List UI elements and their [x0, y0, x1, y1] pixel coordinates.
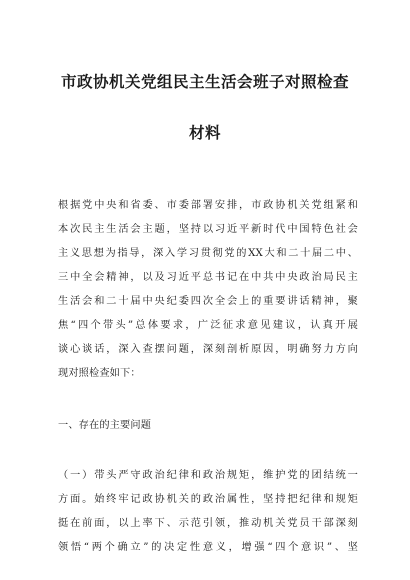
point-paragraph-line: 挺在前面，以上率下、示范引领，推动机关党员干部深刻 [58, 518, 358, 529]
point-paragraph-line: 方面。始终牢记政协机关的政治属性，坚持把纪律和规矩 [58, 494, 358, 505]
intro-paragraph-line: 三中全会精神，以及习近平总书记在中共中央政治局民主 [58, 272, 358, 283]
intro-paragraph-line: 根据党中央和省委、市委部署安排，市政协机关党组紧和 [58, 200, 358, 211]
intro-paragraph-line: 生活会和二十届中央纪委四次全会上的重要讲话精神，聚 [58, 296, 358, 307]
document-title-line-1: 市政协机关党组民主生活会班子对照检查 [60, 72, 349, 91]
point-paragraph-line: 领悟“两个确立”的决定性意义，增强“四个意识”、坚 [58, 542, 358, 553]
point-paragraph-line: （一）带头严守政治纪律和政治规矩，维护党的团结统一 [58, 470, 358, 481]
intro-paragraph-line: 主义思想为指导，深入学习贯彻党的XX大和二十届二中、 [58, 248, 358, 259]
intro-paragraph-line: 本次民主生活会主题，坚持以习近平新时代中国特色社会 [58, 224, 358, 235]
intro-paragraph-line: 谈心谈话，深入查摆问题，深刻剖析原因，明确努力方向 [58, 344, 358, 355]
section-heading: 一、存在的主要问题 [58, 420, 152, 431]
intro-paragraph-line: 现对照检查如下： [58, 368, 141, 379]
document-title-line-2: 材料 [188, 123, 221, 142]
intro-paragraph-line: 焦“四个带头”总体要求，广泛征求意见建议，认真开展 [58, 320, 358, 331]
